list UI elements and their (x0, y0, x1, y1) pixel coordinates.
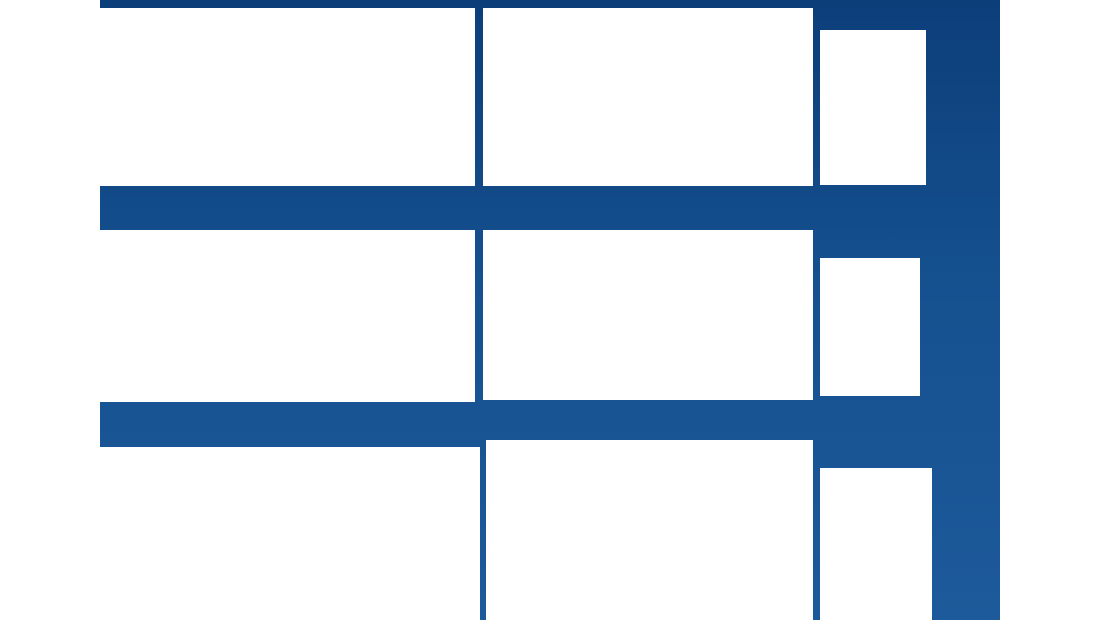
panel-stack-c (820, 468, 932, 620)
panel-noisy-well1 (100, 230, 475, 402)
panel-noisy-after-decon (483, 230, 813, 400)
panel-raw-well1 (100, 8, 475, 186)
panel-noisy-after-decon-well2 (486, 440, 813, 620)
panel-stack-b (820, 258, 920, 396)
panel-after-decon (483, 8, 813, 186)
panel-stack-a (820, 30, 926, 185)
panel-noisy-well2 (100, 447, 480, 620)
